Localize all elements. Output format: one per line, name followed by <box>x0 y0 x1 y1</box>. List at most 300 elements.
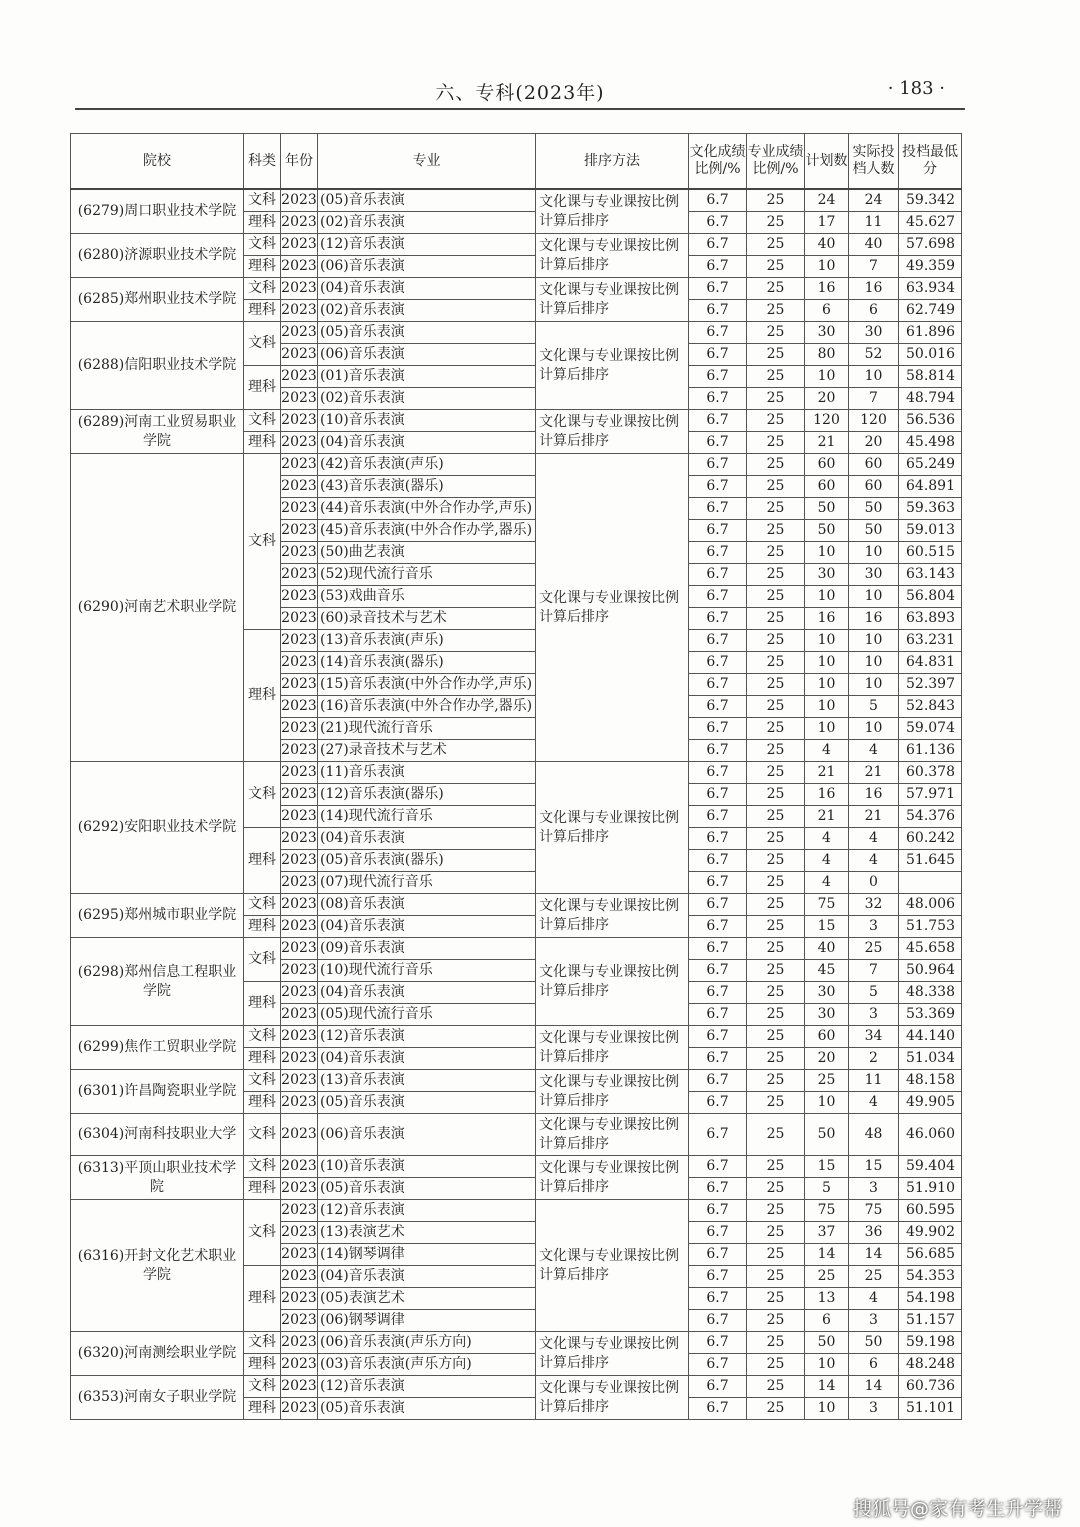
major-cell: (13)音乐表演(声乐) <box>318 630 536 652</box>
actual-cell: 48 <box>849 1114 899 1156</box>
culture-ratio-cell: 6.7 <box>689 784 747 806</box>
admission-table-container <box>70 133 962 1420</box>
culture-ratio-cell: 6.7 <box>689 564 747 586</box>
major-ratio-cell: 25 <box>747 1026 805 1048</box>
culture-ratio-cell: 6.7 <box>689 960 747 982</box>
actual-cell: 6 <box>849 1354 899 1376</box>
school-cell: (6280)济源职业技术学院 <box>71 234 244 278</box>
culture-ratio-cell: 6.7 <box>689 1354 747 1376</box>
kelei-cell: 文科 <box>244 234 281 256</box>
min-score-cell: 59.198 <box>899 1332 962 1354</box>
plan-cell: 20 <box>805 1048 849 1070</box>
culture-ratio-cell: 6.7 <box>689 630 747 652</box>
year-cell: 2023 <box>281 740 318 762</box>
actual-cell: 50 <box>849 498 899 520</box>
year-cell: 2023 <box>281 1092 318 1114</box>
method-cell: 文化课与专业课按比例计算后排序 <box>536 1200 689 1332</box>
table-row <box>71 1332 962 1354</box>
actual-cell: 25 <box>849 938 899 960</box>
major-ratio-cell: 25 <box>747 366 805 388</box>
culture-ratio-cell: 6.7 <box>689 828 747 850</box>
header-rule <box>75 108 965 110</box>
method-cell: 文化课与专业课按比例计算后排序 <box>536 894 689 938</box>
actual-cell: 16 <box>849 608 899 630</box>
actual-cell: 21 <box>849 806 899 828</box>
min-score-cell: 62.749 <box>899 300 962 322</box>
major-ratio-cell: 25 <box>747 806 805 828</box>
min-score-cell: 48.794 <box>899 388 962 410</box>
table-row <box>71 1376 962 1398</box>
kelei-cell: 理科 <box>244 366 281 410</box>
actual-cell: 3 <box>849 1398 899 1420</box>
kelei-cell: 文科 <box>244 322 281 366</box>
min-score-cell: 63.934 <box>899 278 962 300</box>
culture-ratio-cell: 6.7 <box>689 586 747 608</box>
major-ratio-cell: 25 <box>747 1266 805 1288</box>
year-cell: 2023 <box>281 476 318 498</box>
year-cell: 2023 <box>281 674 318 696</box>
plan-cell: 5 <box>805 1178 849 1200</box>
major-ratio-cell: 25 <box>747 1310 805 1332</box>
year-cell: 2023 <box>281 828 318 850</box>
kelei-cell: 理科 <box>244 916 281 938</box>
major-ratio-cell: 25 <box>747 212 805 234</box>
plan-cell: 30 <box>805 564 849 586</box>
major-cell: (05)音乐表演 <box>318 322 536 344</box>
kelei-cell: 文科 <box>244 762 281 828</box>
actual-cell: 60 <box>849 476 899 498</box>
school-cell: (6295)郑州城市职业学院 <box>71 894 244 938</box>
culture-ratio-cell: 6.7 <box>689 1266 747 1288</box>
min-score-cell: 54.198 <box>899 1288 962 1310</box>
min-score-cell: 51.910 <box>899 1178 962 1200</box>
plan-cell: 21 <box>805 432 849 454</box>
table-row <box>71 1114 962 1156</box>
table-header-row <box>71 134 962 190</box>
culture-ratio-cell: 6.7 <box>689 1222 747 1244</box>
major-ratio-cell: 25 <box>747 696 805 718</box>
culture-ratio-cell: 6.7 <box>689 608 747 630</box>
major-ratio-cell: 25 <box>747 564 805 586</box>
plan-cell: 50 <box>805 498 849 520</box>
actual-cell: 25 <box>849 1266 899 1288</box>
col-header-plan: 计划数 <box>805 134 849 190</box>
major-cell: (43)音乐表演(器乐) <box>318 476 536 498</box>
major-ratio-cell: 25 <box>747 674 805 696</box>
year-cell: 2023 <box>281 1354 318 1376</box>
year-cell: 2023 <box>281 366 318 388</box>
page-header <box>75 76 965 104</box>
culture-ratio-cell: 6.7 <box>689 212 747 234</box>
plan-cell: 30 <box>805 322 849 344</box>
min-score-cell: 60.736 <box>899 1376 962 1398</box>
min-score-cell: 48.006 <box>899 894 962 916</box>
actual-cell: 7 <box>849 256 899 278</box>
culture-ratio-cell: 6.7 <box>689 520 747 542</box>
kelei-cell: 文科 <box>244 1114 281 1156</box>
major-cell: (60)录音技术与艺术 <box>318 608 536 630</box>
major-cell: (06)音乐表演 <box>318 256 536 278</box>
plan-cell: 15 <box>805 916 849 938</box>
culture-ratio-cell: 6.7 <box>689 652 747 674</box>
major-ratio-cell: 25 <box>747 1200 805 1222</box>
kelei-cell: 理科 <box>244 1266 281 1332</box>
actual-cell: 7 <box>849 388 899 410</box>
culture-ratio-cell: 6.7 <box>689 498 747 520</box>
year-cell: 2023 <box>281 1070 318 1092</box>
plan-cell: 30 <box>805 982 849 1004</box>
major-cell: (05)音乐表演 <box>318 189 536 212</box>
kelei-cell: 文科 <box>244 1026 281 1048</box>
culture-ratio-cell: 6.7 <box>689 1114 747 1156</box>
major-cell: (13)表演艺术 <box>318 1222 536 1244</box>
method-cell: 文化课与专业课按比例计算后排序 <box>536 1070 689 1114</box>
major-cell: (04)音乐表演 <box>318 1048 536 1070</box>
plan-cell: 50 <box>805 520 849 542</box>
culture-ratio-cell: 6.7 <box>689 432 747 454</box>
plan-cell: 4 <box>805 828 849 850</box>
method-cell: 文化课与专业课按比例计算后排序 <box>536 1114 689 1156</box>
col-header-culture-ratio: 文化成绩比例/% <box>689 134 747 190</box>
major-ratio-cell: 25 <box>747 1070 805 1092</box>
actual-cell: 10 <box>849 718 899 740</box>
plan-cell: 75 <box>805 1200 849 1222</box>
major-cell: (13)音乐表演 <box>318 1070 536 1092</box>
major-cell: (02)音乐表演 <box>318 388 536 410</box>
page-number: · 183 · <box>887 78 945 99</box>
year-cell: 2023 <box>281 1178 318 1200</box>
actual-cell: 75 <box>849 1200 899 1222</box>
min-score-cell: 54.376 <box>899 806 962 828</box>
col-header-kelei: 科类 <box>244 134 281 190</box>
table-row <box>71 278 962 300</box>
table-row <box>71 762 962 784</box>
plan-cell: 50 <box>805 1114 849 1156</box>
method-cell: 文化课与专业课按比例计算后排序 <box>536 278 689 322</box>
year-cell: 2023 <box>281 1376 318 1398</box>
year-cell: 2023 <box>281 410 318 432</box>
plan-cell: 10 <box>805 674 849 696</box>
kelei-cell: 理科 <box>244 1178 281 1200</box>
year-cell: 2023 <box>281 498 318 520</box>
major-cell: (11)音乐表演 <box>318 762 536 784</box>
year-cell: 2023 <box>281 1332 318 1354</box>
year-cell: 2023 <box>281 234 318 256</box>
major-cell: (03)音乐表演(声乐方向) <box>318 1354 536 1376</box>
major-ratio-cell: 25 <box>747 278 805 300</box>
major-ratio-cell: 25 <box>747 762 805 784</box>
year-cell: 2023 <box>281 762 318 784</box>
min-score-cell: 60.595 <box>899 1200 962 1222</box>
table-row <box>71 1200 962 1222</box>
major-ratio-cell: 25 <box>747 189 805 212</box>
min-score-cell: 63.231 <box>899 630 962 652</box>
major-cell: (53)戏曲音乐 <box>318 586 536 608</box>
actual-cell: 3 <box>849 916 899 938</box>
min-score-cell: 60.515 <box>899 542 962 564</box>
kelei-cell: 理科 <box>244 828 281 894</box>
plan-cell: 50 <box>805 1332 849 1354</box>
major-cell: (07)现代流行音乐 <box>318 872 536 894</box>
plan-cell: 4 <box>805 872 849 894</box>
major-ratio-cell: 25 <box>747 1048 805 1070</box>
kelei-cell: 文科 <box>244 1332 281 1354</box>
major-ratio-cell: 25 <box>747 938 805 960</box>
school-cell: (6288)信阳职业技术学院 <box>71 322 244 410</box>
year-cell: 2023 <box>281 1048 318 1070</box>
major-cell: (12)音乐表演 <box>318 1200 536 1222</box>
min-score-cell: 56.804 <box>899 586 962 608</box>
year-cell: 2023 <box>281 520 318 542</box>
plan-cell: 20 <box>805 388 849 410</box>
major-ratio-cell: 25 <box>747 1288 805 1310</box>
culture-ratio-cell: 6.7 <box>689 189 747 212</box>
min-score-cell: 46.060 <box>899 1114 962 1156</box>
plan-cell: 14 <box>805 1244 849 1266</box>
kelei-cell: 文科 <box>244 1376 281 1398</box>
table-body <box>71 189 962 1420</box>
year-cell: 2023 <box>281 1026 318 1048</box>
culture-ratio-cell: 6.7 <box>689 1200 747 1222</box>
actual-cell: 14 <box>849 1244 899 1266</box>
kelei-cell: 理科 <box>244 212 281 234</box>
major-ratio-cell: 25 <box>747 234 805 256</box>
actual-cell: 50 <box>849 520 899 542</box>
kelei-cell: 文科 <box>244 454 281 630</box>
school-cell: (6301)许昌陶瓷职业学院 <box>71 1070 244 1114</box>
year-cell: 2023 <box>281 1310 318 1332</box>
kelei-cell: 文科 <box>244 189 281 212</box>
major-ratio-cell: 25 <box>747 388 805 410</box>
major-cell: (05)表演艺术 <box>318 1288 536 1310</box>
major-cell: (06)音乐表演(声乐方向) <box>318 1332 536 1354</box>
major-ratio-cell: 25 <box>747 1244 805 1266</box>
culture-ratio-cell: 6.7 <box>689 718 747 740</box>
watermark-text: 搜狐号@家有考生升学帮 <box>852 1498 1062 1520</box>
method-cell: 文化课与专业课按比例计算后排序 <box>536 454 689 762</box>
actual-cell: 10 <box>849 674 899 696</box>
year-cell: 2023 <box>281 696 318 718</box>
actual-cell: 10 <box>849 630 899 652</box>
school-cell: (6320)河南测绘职业学院 <box>71 1332 244 1376</box>
school-cell: (6353)河南女子职业学院 <box>71 1376 244 1420</box>
culture-ratio-cell: 6.7 <box>689 850 747 872</box>
kelei-cell: 理科 <box>244 300 281 322</box>
min-score-cell: 51.157 <box>899 1310 962 1332</box>
culture-ratio-cell: 6.7 <box>689 916 747 938</box>
major-cell: (04)音乐表演 <box>318 432 536 454</box>
actual-cell: 0 <box>849 872 899 894</box>
actual-cell: 5 <box>849 982 899 1004</box>
plan-cell: 80 <box>805 344 849 366</box>
min-score-cell: 49.905 <box>899 1092 962 1114</box>
year-cell: 2023 <box>281 960 318 982</box>
major-cell: (08)音乐表演 <box>318 894 536 916</box>
culture-ratio-cell: 6.7 <box>689 894 747 916</box>
culture-ratio-cell: 6.7 <box>689 1310 747 1332</box>
min-score-cell: 57.698 <box>899 234 962 256</box>
year-cell: 2023 <box>281 212 318 234</box>
plan-cell: 6 <box>805 300 849 322</box>
plan-cell: 4 <box>805 740 849 762</box>
actual-cell: 40 <box>849 234 899 256</box>
actual-cell: 32 <box>849 894 899 916</box>
major-ratio-cell: 25 <box>747 1332 805 1354</box>
kelei-cell: 理科 <box>244 1092 281 1114</box>
year-cell: 2023 <box>281 894 318 916</box>
year-cell: 2023 <box>281 564 318 586</box>
col-header-school: 院校 <box>71 134 244 190</box>
year-cell: 2023 <box>281 432 318 454</box>
col-header-major-ratio: 专业成绩比例/% <box>747 134 805 190</box>
year-cell: 2023 <box>281 1156 318 1178</box>
major-ratio-cell: 25 <box>747 586 805 608</box>
major-cell: (27)录音技术与艺术 <box>318 740 536 762</box>
culture-ratio-cell: 6.7 <box>689 674 747 696</box>
actual-cell: 7 <box>849 960 899 982</box>
kelei-cell: 理科 <box>244 1398 281 1420</box>
actual-cell: 24 <box>849 189 899 212</box>
year-cell: 2023 <box>281 872 318 894</box>
actual-cell: 4 <box>849 1288 899 1310</box>
plan-cell: 30 <box>805 1004 849 1026</box>
plan-cell: 75 <box>805 894 849 916</box>
major-cell: (06)音乐表演 <box>318 344 536 366</box>
actual-cell: 4 <box>849 828 899 850</box>
major-cell: (05)现代流行音乐 <box>318 1004 536 1026</box>
plan-cell: 17 <box>805 212 849 234</box>
major-cell: (15)音乐表演(中外合作办学,声乐) <box>318 674 536 696</box>
plan-cell: 16 <box>805 278 849 300</box>
major-ratio-cell: 25 <box>747 652 805 674</box>
table-row <box>71 1156 962 1178</box>
major-cell: (21)现代流行音乐 <box>318 718 536 740</box>
year-cell: 2023 <box>281 1288 318 1310</box>
culture-ratio-cell: 6.7 <box>689 542 747 564</box>
culture-ratio-cell: 6.7 <box>689 454 747 476</box>
culture-ratio-cell: 6.7 <box>689 1026 747 1048</box>
kelei-cell: 理科 <box>244 630 281 762</box>
major-cell: (12)音乐表演 <box>318 1026 536 1048</box>
actual-cell: 4 <box>849 850 899 872</box>
actual-cell: 14 <box>849 1376 899 1398</box>
culture-ratio-cell: 6.7 <box>689 256 747 278</box>
major-ratio-cell: 25 <box>747 1092 805 1114</box>
actual-cell: 4 <box>849 740 899 762</box>
plan-cell: 24 <box>805 189 849 212</box>
major-ratio-cell: 25 <box>747 1354 805 1376</box>
year-cell: 2023 <box>281 1004 318 1026</box>
method-cell: 文化课与专业课按比例计算后排序 <box>536 1376 689 1420</box>
min-score-cell: 45.627 <box>899 212 962 234</box>
min-score-cell: 63.893 <box>899 608 962 630</box>
table-row <box>71 1026 962 1048</box>
plan-cell: 14 <box>805 1376 849 1398</box>
culture-ratio-cell: 6.7 <box>689 762 747 784</box>
kelei-cell: 理科 <box>244 982 281 1026</box>
school-cell: (6292)安阳职业技术学院 <box>71 762 244 894</box>
min-score-cell: 45.658 <box>899 938 962 960</box>
method-cell: 文化课与专业课按比例计算后排序 <box>536 410 689 454</box>
major-ratio-cell: 25 <box>747 1398 805 1420</box>
actual-cell: 3 <box>849 1004 899 1026</box>
actual-cell: 10 <box>849 652 899 674</box>
plan-cell: 10 <box>805 1354 849 1376</box>
year-cell: 2023 <box>281 652 318 674</box>
plan-cell: 10 <box>805 1398 849 1420</box>
actual-cell: 120 <box>849 410 899 432</box>
major-ratio-cell: 25 <box>747 850 805 872</box>
culture-ratio-cell: 6.7 <box>689 1332 747 1354</box>
major-ratio-cell: 25 <box>747 718 805 740</box>
culture-ratio-cell: 6.7 <box>689 366 747 388</box>
kelei-cell: 文科 <box>244 1070 281 1092</box>
major-cell: (02)音乐表演 <box>318 212 536 234</box>
major-ratio-cell: 25 <box>747 476 805 498</box>
actual-cell: 20 <box>849 432 899 454</box>
major-ratio-cell: 25 <box>747 1376 805 1398</box>
actual-cell: 10 <box>849 586 899 608</box>
culture-ratio-cell: 6.7 <box>689 1070 747 1092</box>
kelei-cell: 文科 <box>244 938 281 982</box>
method-cell: 文化课与专业课按比例计算后排序 <box>536 322 689 410</box>
major-cell: (05)音乐表演 <box>318 1092 536 1114</box>
major-cell: (14)钢琴调律 <box>318 1244 536 1266</box>
school-cell: (6316)开封文化艺术职业学院 <box>71 1200 244 1332</box>
min-score-cell: 48.248 <box>899 1354 962 1376</box>
major-ratio-cell: 25 <box>747 1156 805 1178</box>
culture-ratio-cell: 6.7 <box>689 1178 747 1200</box>
culture-ratio-cell: 6.7 <box>689 344 747 366</box>
kelei-cell: 文科 <box>244 410 281 432</box>
table-row <box>71 1070 962 1092</box>
page-title: 六、专科(2023年) <box>435 82 605 104</box>
min-score-cell: 56.536 <box>899 410 962 432</box>
actual-cell: 15 <box>849 1156 899 1178</box>
col-header-min-score: 投档最低分 <box>899 134 962 190</box>
major-cell: (12)音乐表演(器乐) <box>318 784 536 806</box>
table-row <box>71 454 962 476</box>
actual-cell: 11 <box>849 212 899 234</box>
col-header-year: 年份 <box>281 134 318 190</box>
actual-cell: 16 <box>849 278 899 300</box>
plan-cell: 40 <box>805 234 849 256</box>
plan-cell: 25 <box>805 1070 849 1092</box>
min-score-cell: 59.013 <box>899 520 962 542</box>
major-cell: (09)音乐表演 <box>318 938 536 960</box>
plan-cell: 21 <box>805 806 849 828</box>
major-cell: (45)音乐表演(中外合作办学,器乐) <box>318 520 536 542</box>
major-cell: (01)音乐表演 <box>318 366 536 388</box>
min-score-cell: 51.753 <box>899 916 962 938</box>
major-cell: (44)音乐表演(中外合作办学,声乐) <box>318 498 536 520</box>
min-score-cell: 50.016 <box>899 344 962 366</box>
kelei-cell: 文科 <box>244 1200 281 1266</box>
table-row <box>71 894 962 916</box>
year-cell: 2023 <box>281 1200 318 1222</box>
method-cell: 文化课与专业课按比例计算后排序 <box>536 938 689 1026</box>
actual-cell: 5 <box>849 696 899 718</box>
year-cell: 2023 <box>281 784 318 806</box>
major-cell: (04)音乐表演 <box>318 1266 536 1288</box>
kelei-cell: 文科 <box>244 278 281 300</box>
actual-cell: 11 <box>849 1070 899 1092</box>
year-cell: 2023 <box>281 1244 318 1266</box>
school-cell: (6299)焦作工贸职业学院 <box>71 1026 244 1070</box>
col-header-major: 专业 <box>318 134 536 190</box>
actual-cell: 30 <box>849 564 899 586</box>
culture-ratio-cell: 6.7 <box>689 1288 747 1310</box>
